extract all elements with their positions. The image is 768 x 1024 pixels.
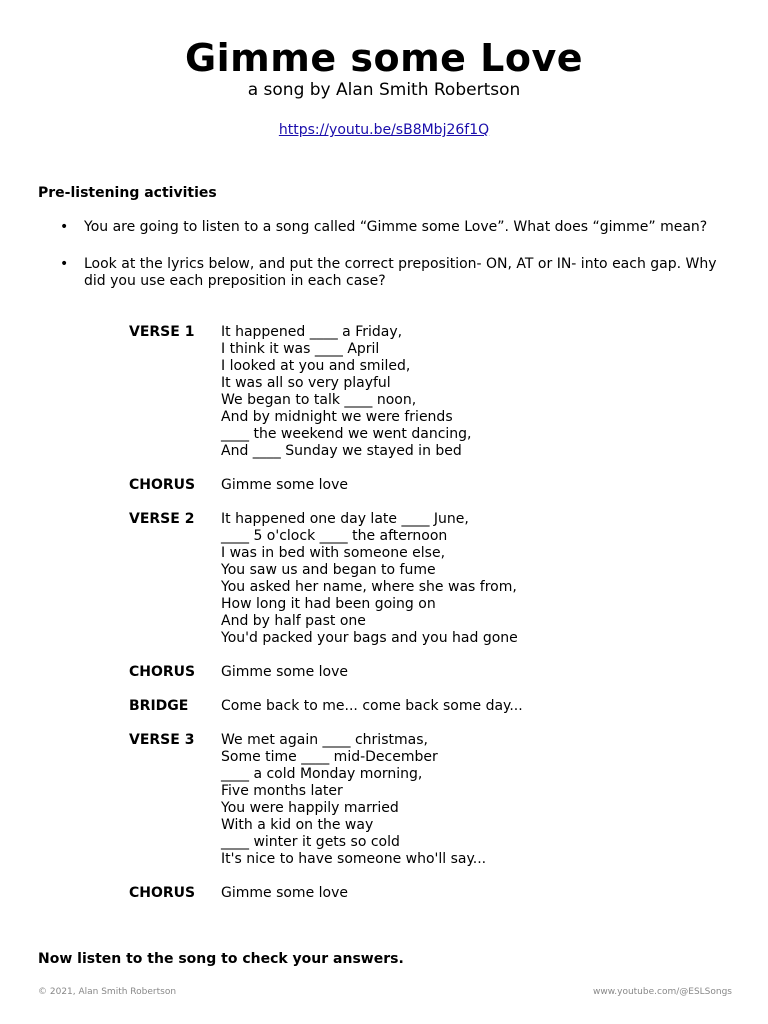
- lyric-lines: [221, 477, 348, 494]
- lyric-block-bridge: [129, 698, 523, 715]
- lyric-line: You asked her name, where she was from,: [221, 579, 517, 595]
- lyric-line: I was in bed with someone else,: [221, 545, 446, 561]
- lyric-line: You saw us and began to fume: [221, 562, 436, 578]
- lyric-line: And by midnight we were friends: [221, 409, 453, 425]
- lyric-lines: [221, 885, 348, 902]
- lyrics-section: [129, 324, 523, 919]
- lyric-block-verse-3: [129, 732, 523, 868]
- list-item: • You are going to listen to a song called “Gimme some Love”. What does “gimme” mean?: [38, 219, 738, 236]
- lyric-line: ____ the weekend we went dancing,: [221, 426, 472, 442]
- lyric-line: ____ winter it gets so cold: [221, 834, 400, 850]
- video-link-row: [0, 122, 768, 138]
- lyric-block-chorus: [129, 885, 523, 902]
- lyric-label: CHORUS: [129, 477, 196, 493]
- lyric-line: And ____ Sunday we stayed in bed: [221, 443, 462, 459]
- lyric-block-verse-2: [129, 511, 523, 647]
- pre-listening-list: [38, 219, 738, 310]
- lyric-line: I think it was ____ April: [221, 341, 380, 357]
- lyric-line: It happened one day late ____ June,: [221, 511, 469, 527]
- lyric-line: I looked at you and smiled,: [221, 358, 411, 374]
- lyric-line: Gimme some love: [221, 477, 348, 493]
- lyric-lines: [221, 511, 518, 647]
- lyric-lines: [221, 324, 472, 460]
- footer-copyright: © 2021, Alan Smith Robertson: [38, 987, 177, 997]
- lyric-line: With a kid on the way: [221, 817, 374, 833]
- lyric-line: Gimme some love: [221, 664, 348, 680]
- list-item: • Look at the lyrics below, and put the correct preposition- ON, AT or IN- into each gap. Why did you use each preposition in each case?: [38, 256, 738, 290]
- lyric-label: VERSE 2: [129, 511, 195, 527]
- page-subtitle: a song by Alan Smith Robertson: [247, 80, 521, 100]
- lyric-line: ____ a cold Monday morning,: [221, 766, 423, 782]
- lyric-line: It was all so very playful: [221, 375, 391, 391]
- lyric-line: And by half past one: [221, 613, 366, 629]
- lyric-line: It's nice to have someone who'll say...: [221, 851, 487, 867]
- lyric-lines: [221, 698, 523, 715]
- closing-instruction: Now listen to the song to check your answers.: [38, 951, 404, 967]
- pre-listening-heading: Pre-listening activities: [38, 185, 217, 201]
- lyric-label: VERSE 3: [129, 732, 195, 748]
- lyric-line: ____ 5 o'clock ____ the afternoon: [221, 528, 448, 544]
- lyric-label: CHORUS: [129, 664, 196, 680]
- lyric-line: Gimme some love: [221, 885, 348, 901]
- lyric-line: Some time ____ mid-December: [221, 749, 438, 765]
- lyric-block-chorus: [129, 664, 523, 681]
- lyric-lines: [221, 664, 348, 681]
- footer-channel: www.youtube.com/@ESLSongs: [593, 987, 732, 997]
- lyric-line: We began to talk ____ noon,: [221, 392, 417, 408]
- lyric-line: It happened ____ a Friday,: [221, 324, 403, 340]
- lyric-block-verse-1: [129, 324, 523, 460]
- lyric-line: You were happily married: [221, 800, 399, 816]
- lyric-label: VERSE 1: [129, 324, 195, 340]
- video-link[interactable]: https://youtu.be/sB8Mbj26f1Q: [278, 122, 490, 138]
- lyric-line: Five months later: [221, 783, 343, 799]
- lyric-block-chorus: [129, 477, 523, 494]
- lyric-label: BRIDGE: [129, 698, 189, 714]
- lyric-line: We met again ____ christmas,: [221, 732, 428, 748]
- lyric-label: CHORUS: [129, 885, 196, 901]
- lyric-line: You'd packed your bags and you had gone: [221, 630, 518, 646]
- lyric-line: Come back to me... come back some day...: [221, 698, 523, 714]
- lyric-lines: [221, 732, 486, 868]
- page-title: Gimme some Love: [184, 36, 584, 80]
- lyric-line: How long it had been going on: [221, 596, 436, 612]
